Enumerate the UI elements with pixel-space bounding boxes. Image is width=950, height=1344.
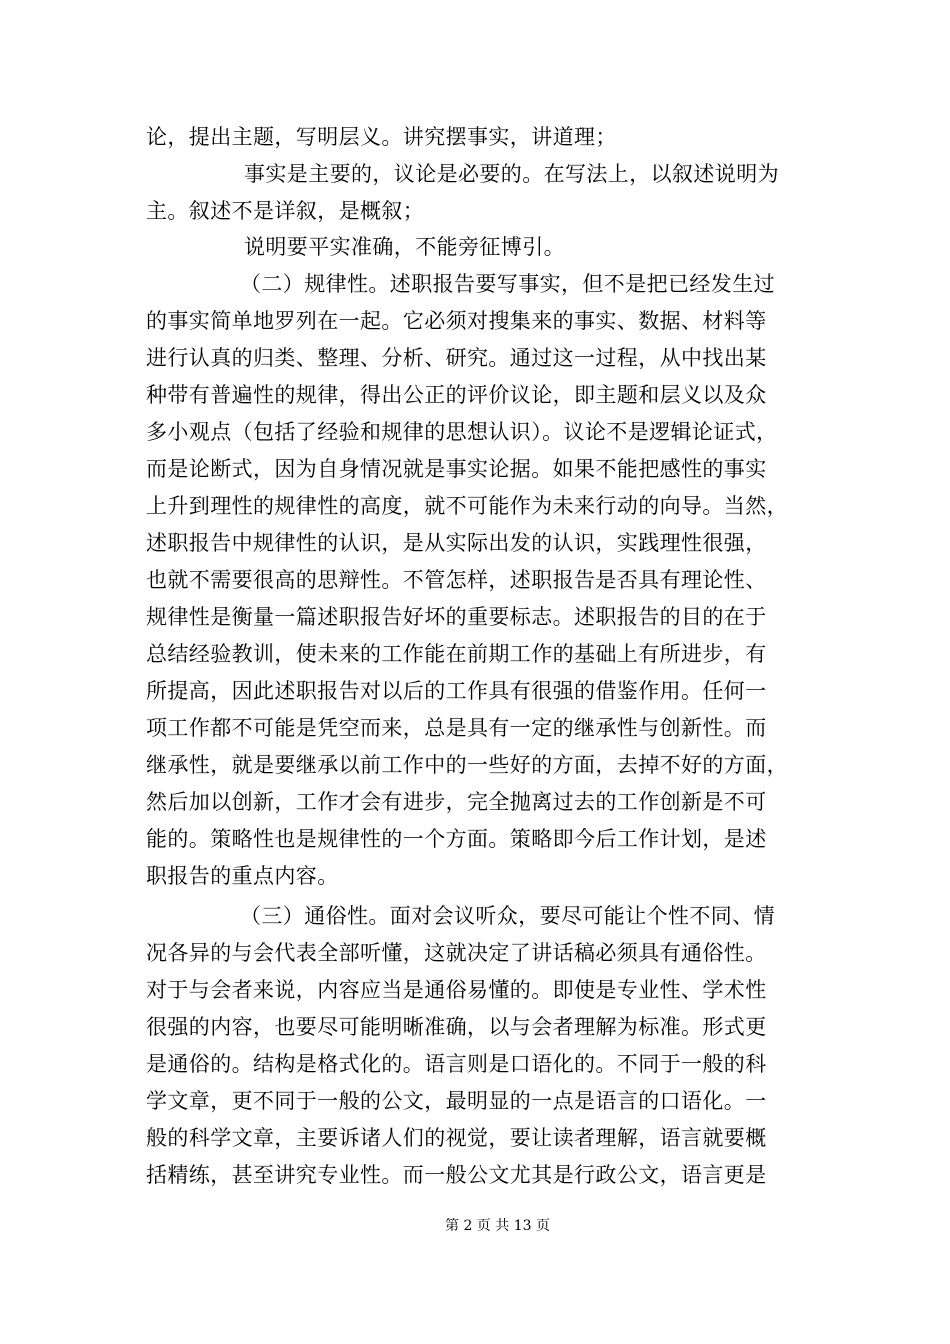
paragraph-line: 种带有普遍性的规律，得出公正的评价议论，即主题和层义以及众 — [146, 383, 767, 407]
paragraph-line: 所提高，因此述职报告对以后的工作具有很强的借鉴作用。任何一 — [146, 679, 767, 703]
paragraph-line: 的事实简单地罗列在一起。它必须对搜集来的事实、数据、材料等 — [146, 309, 767, 333]
page-number-footer: 第 2 页 共 13 页 — [445, 1218, 550, 1234]
paragraph-line: 总结经验教训，使未来的工作能在前期工作的基础上有所进步，有 — [146, 642, 767, 666]
paragraph-line: 职报告的重点内容。 — [146, 864, 339, 888]
paragraph-line: 继承性，就是要继承以前工作中的一些好的方面，去掉不好的方面， — [146, 753, 788, 777]
paragraph-line: 论，提出主题，写明层义。讲究摆事实，讲道理； — [146, 125, 617, 149]
paragraph-line: 多小观点（包括了经验和规律的思想认识）。议论不是逻辑论证式， — [146, 420, 778, 444]
paragraph-line: 很强的内容，也要尽可能明晰准确，以与会者理解为标准。形式更 — [146, 1015, 767, 1039]
paragraph-line: 括精练，甚至讲究专业性。而一般公文尤其是行政公文，语言更是 — [146, 1163, 767, 1187]
paragraph-line: 能的。策略性也是规律性的一个方面。策略即今后工作计划，是述 — [146, 827, 767, 851]
paragraph-line: 主。叙述不是详叙，是概叙； — [146, 199, 425, 223]
paragraph-line: 况各异的与会代表全部听懂，这就决定了讲话稿必须具有通俗性。 — [146, 941, 767, 965]
paragraph-line: 进行认真的归类、整理、分析、研究。通过这一过程，从中找出某 — [146, 346, 767, 370]
paragraph-line: 对于与会者来说，内容应当是通俗易懂的。即使是专业性、学术性 — [146, 978, 767, 1002]
paragraph-line: 项工作都不可能是凭空而来，总是具有一定的继承性与创新性。而 — [146, 716, 767, 740]
paragraph-line: 而是论断式，因为自身情况就是事实论据。如果不能把感性的事实 — [146, 457, 767, 481]
paragraph-line: 是通俗的。结构是格式化的。语言则是口语化的。不同于一般的科 — [146, 1052, 767, 1076]
paragraph-line: 也就不需要很高的思辩性。不管怎样，述职报告是否具有理论性、 — [146, 568, 767, 592]
section-heading-line: （二）规律性。述职报告要写事实，但不是把已经发生过 — [240, 272, 775, 296]
section-heading-line: （三）通俗性。面对会议听众，要尽可能让个性不同、情 — [240, 904, 775, 928]
paragraph-line: 然后加以创新，工作才会有进步，完全抛离过去的工作创新是不可 — [146, 790, 767, 814]
paragraph-line: 上升到理性的规律性的高度，就不可能作为未来行动的向导。当然， — [146, 494, 788, 518]
paragraph-line: 事实是主要的，议论是必要的。在写法上，以叙述说明为 — [244, 162, 779, 186]
paragraph-line: 述职报告中规律性的认识，是从实际出发的认识，实践理性很强， — [146, 531, 767, 555]
paragraph-line: 般的科学文章，主要诉诸人们的视觉，要让读者理解，语言就要概 — [146, 1126, 767, 1150]
paragraph-line: 规律性是衡量一篇述职报告好坏的重要标志。述职报告的目的在于 — [146, 605, 767, 629]
paragraph-line: 学文章，更不同于一般的公文，最明显的一点是语言的口语化。一 — [146, 1089, 767, 1113]
paragraph-line: 说明要平实准确，不能旁征博引。 — [244, 235, 565, 259]
